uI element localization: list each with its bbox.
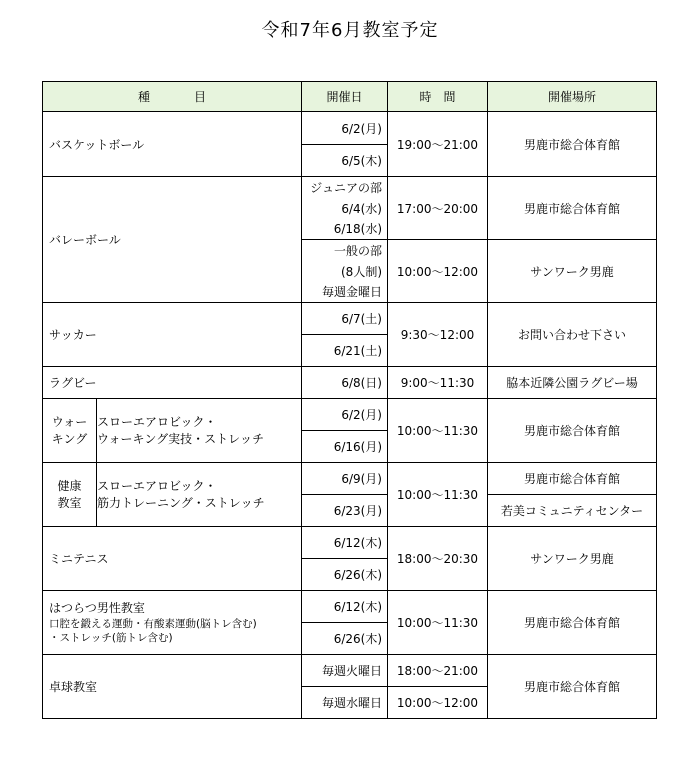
table-row [43,112,657,145]
event-place: お問い合わせ下さい [488,303,657,367]
header-event-char2: 目 [194,90,207,104]
event-category [43,463,97,527]
event-date: 6/18(水) [302,219,388,240]
event-place: サンワーク男鹿 [488,527,657,591]
event-label: ジュニアの部 [302,177,388,198]
table-row [43,367,657,399]
event-day: 毎週水曜日 [302,687,388,719]
event-time: 18:00～20:30 [388,527,488,591]
event-time: 10:00～12:00 [388,687,488,719]
schedule-table [42,81,657,719]
event-day: 毎週金曜日 [302,282,388,303]
category-line: 健康 [57,478,82,493]
event-label: 一般の部 [302,240,388,261]
table-row [43,399,657,431]
event-name: ミニテニス [43,527,302,591]
event-name: バレーボール [43,177,302,303]
event-time: 10:00～12:00 [388,240,488,303]
table-row [43,655,657,687]
event-category [43,399,97,463]
header-event [43,82,302,112]
event-place: 若美コミュニティセンター [488,495,657,527]
category-line: キング [51,431,88,446]
event-date: 6/21(土) [302,335,388,367]
event-date: 6/7(土) [302,303,388,335]
event-time: 9:00～11:30 [388,367,488,399]
event-name-block [43,591,302,655]
event-time: 18:00～21:00 [388,655,488,687]
header-date: 開催日 [302,82,388,112]
table-row [43,177,657,198]
event-time: 9:30～12:00 [388,303,488,367]
event-name: 卓球教室 [43,655,302,719]
event-place: サンワーク男鹿 [488,240,657,303]
description-line: ウォーキング実技・ストレッチ [97,431,265,446]
event-limit: (8人制) [302,261,388,282]
event-place: 男鹿市総合体育館 [488,177,657,240]
description-line: ・ストレッチ(筋トレ含む) [49,632,173,644]
event-date: 6/9(月) [302,463,388,495]
event-date: 6/16(月) [302,431,388,463]
description-line: スローエアロビック・ [97,478,217,493]
event-date: 6/26(木) [302,623,388,655]
event-place: 脇本近隣公園ラグビー場 [488,367,657,399]
table-row [43,591,657,623]
event-place: 男鹿市総合体育館 [488,591,657,655]
event-name: はつらつ男性教室 [49,601,145,615]
description-line: 筋力トレーニング・ストレッチ [97,495,265,510]
event-date: 6/4(水) [302,198,388,219]
table-row [43,527,657,559]
event-date: 6/12(木) [302,591,388,623]
event-time: 10:00～11:30 [388,463,488,527]
event-name: バスケットボール [43,112,302,177]
table-row [43,463,657,495]
event-place: 男鹿市総合体育館 [488,112,657,177]
event-time: 10:00～11:30 [388,399,488,463]
event-time: 10:00～11:30 [388,591,488,655]
event-date: 6/12(木) [302,527,388,559]
event-place: 男鹿市総合体育館 [488,399,657,463]
header-row [43,82,657,112]
event-place: 男鹿市総合体育館 [488,655,657,719]
event-description [97,399,302,463]
event-description [97,463,302,527]
description-line: スローエアロビック・ [97,414,217,429]
event-date: 6/8(日) [302,367,388,399]
category-line: ウォー [51,414,88,429]
page-title: 令和7年6月教室予定 [261,20,439,41]
header-event-char1: 種 [137,90,150,104]
header-place: 開催場所 [488,82,657,112]
event-date: 6/2(月) [302,399,388,431]
event-date: 6/23(月) [302,495,388,527]
event-place: 男鹿市総合体育館 [488,463,657,495]
event-time: 17:00～20:00 [388,177,488,240]
event-name: ラグビー [43,367,302,399]
event-day: 毎週火曜日 [302,655,388,687]
event-name: サッカー [43,303,302,367]
category-line: 教室 [57,495,82,510]
header-time: 時 間 [388,82,488,112]
description-line: 口腔を鍛える運動・有酸素運動(脳トレ含む) [49,618,257,630]
event-date: 6/5(木) [302,145,388,177]
event-date: 6/2(月) [302,112,388,145]
event-time: 19:00～21:00 [388,112,488,177]
table-row [43,303,657,335]
event-date: 6/26(木) [302,559,388,591]
